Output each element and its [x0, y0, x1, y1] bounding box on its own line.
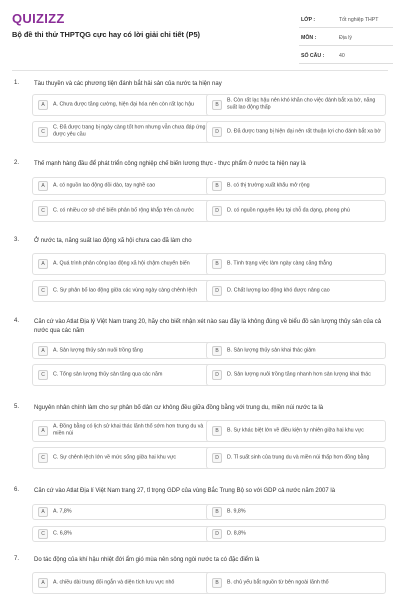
option-letter: B	[212, 578, 222, 588]
option-letter: B	[212, 100, 222, 110]
option-c[interactable]	[32, 280, 212, 302]
option-text: D. Tỉ suất sinh của trung du và miền núi thấp hơn đồng bằng	[227, 454, 370, 461]
option-text: C. Tổng sản lượng thủy sản tăng qua các năm	[53, 371, 163, 378]
option-text: B. Sự khác biệt lớn về điều kiện tự nhiên giữa hai khu vực	[227, 427, 364, 434]
option-b[interactable]	[206, 177, 386, 195]
option-text: B. chủ yếu bắt nguồn từ bên ngoài lãnh thổ	[227, 579, 329, 586]
option-text: D. có nguồn nguyên liệu tại chỗ đa dạng, phong phú	[227, 207, 350, 214]
question-number: 1.	[14, 80, 20, 86]
option-b[interactable]	[206, 572, 386, 594]
option-letter: B	[212, 181, 222, 191]
option-a[interactable]	[32, 253, 212, 275]
question-text: Tàu thuyền và các phương tiện đánh bắt hải sản của nước ta hiện nay	[34, 81, 222, 87]
option-text: C. 6,8%	[53, 530, 72, 537]
question-number: 5.	[14, 404, 20, 410]
question-text: Căn cứ vào Atlat Địa lí Việt Nam trang 27, tỉ trọng GDP của vùng Bắc Trung Bộ so với GDP cả nước năm 2007 là	[34, 488, 336, 494]
option-letter: D	[212, 127, 222, 137]
quizizz-logo: QUIZIZZ	[12, 11, 65, 26]
option-text: D. Sản lượng nuôi trồng tăng nhanh hơn sản lượng khai thác	[227, 371, 371, 378]
option-a[interactable]	[32, 177, 212, 195]
header-divider	[12, 70, 388, 71]
option-letter: B	[212, 346, 222, 356]
option-letter: A	[38, 100, 48, 110]
option-letter: D	[212, 453, 222, 463]
option-b[interactable]	[206, 420, 386, 442]
option-letter: D	[212, 286, 222, 296]
option-text: D. 8,8%	[227, 530, 246, 537]
question-text: Thế mạnh hàng đầu để phát triển công nghiệp chế biến lương thực - thực phẩm ở nước ta hiện nay là	[34, 161, 306, 167]
info-row-class	[299, 13, 393, 28]
option-letter: B	[212, 259, 222, 269]
option-d[interactable]	[206, 121, 386, 143]
option-b[interactable]	[206, 94, 386, 116]
option-d[interactable]	[206, 447, 386, 469]
option-a[interactable]	[32, 94, 212, 116]
option-text: C. có nhiều cơ sở chế biến phân bố rộng khắp trên cả nước	[53, 207, 194, 214]
option-letter: C	[38, 206, 48, 216]
option-letter: A	[38, 181, 48, 191]
option-letter: D	[212, 529, 222, 539]
option-letter: D	[212, 370, 222, 380]
info-panel	[299, 13, 393, 67]
option-text: D. Đã được trang bị hiện đại nên rất thuận lợi cho đánh bắt xa bờ	[227, 128, 381, 135]
option-c[interactable]	[32, 364, 212, 386]
option-text: B. Tình trạng việc làm ngày càng căng thẳng	[227, 260, 333, 267]
option-text: A. 7,8%	[53, 508, 72, 515]
info-label: MÔN :	[301, 35, 317, 41]
question-number: 4.	[14, 318, 20, 324]
info-value: Địa lý	[339, 35, 352, 41]
option-c[interactable]	[32, 200, 212, 222]
question-number: 7.	[14, 556, 20, 562]
option-text: A. chiều dài trung đối ngắn và diện tích lưu vực nhỏ	[53, 579, 175, 586]
option-letter: A	[38, 259, 48, 269]
option-letter: A	[38, 507, 48, 517]
option-d[interactable]	[206, 526, 386, 542]
option-a[interactable]	[32, 342, 212, 359]
info-row-count	[299, 49, 393, 64]
info-row-subject	[299, 31, 393, 46]
option-letter: D	[212, 206, 222, 216]
page-title: Bộ đề thi thử THPTQG cực hay có lời giải chi tiết (P5)	[12, 30, 201, 39]
option-text: C. Sự chênh lệch lớn về mức sống giữa hai khu vực	[53, 454, 177, 461]
info-label: LỚP :	[301, 17, 316, 23]
option-letter: B	[212, 426, 222, 436]
option-letter: B	[212, 507, 222, 517]
option-letter: C	[38, 453, 48, 463]
option-letter: C	[38, 529, 48, 539]
option-a[interactable]	[32, 504, 212, 520]
option-c[interactable]	[32, 526, 212, 542]
info-value: Tốt nghiệp THPT	[339, 17, 379, 23]
question-number: 3.	[14, 237, 20, 243]
option-a[interactable]	[32, 420, 212, 442]
option-text: B. có thị trường xuất khẩu mở rộng	[227, 182, 310, 189]
option-text: A. Sản lượng thủy sản nuôi trồng tăng	[53, 346, 143, 353]
option-text: A. Quá trình phân công lao động xã hội chậm chuyển biến	[53, 260, 190, 267]
option-b[interactable]	[206, 253, 386, 275]
info-value: 40	[339, 53, 345, 59]
option-text: C. Đã được trang bị ngày càng tốt hơn nhưng vẫn chưa đáp ứng được yêu cầu	[53, 124, 206, 138]
option-d[interactable]	[206, 280, 386, 302]
option-c[interactable]	[32, 121, 212, 143]
option-a[interactable]	[32, 572, 212, 594]
question-text: Ở nước ta, năng suất lao động xã hội chưa cao đã làm cho	[34, 238, 192, 244]
option-b[interactable]	[206, 342, 386, 359]
option-d[interactable]	[206, 364, 386, 386]
option-d[interactable]	[206, 200, 386, 222]
question-text: Do tác động của khí hậu nhiệt đới ẩm gió mùa nên sông ngòi nước ta có đặc điểm là	[34, 557, 260, 563]
option-letter: A	[38, 578, 48, 588]
question-text: Căn cứ vào Atlat Địa lý Việt Nam trang 20, hãy cho biết nhận xét nào sau đây là không đúng về biểu đồ sản lượng thủy sản của cả nước qua các năm	[34, 319, 382, 334]
option-text: C. Sự phân bố lao động giữa các vùng ngày càng chênh lệch	[53, 287, 198, 294]
info-label: SỐ CÂU :	[301, 53, 325, 59]
option-letter: C	[38, 370, 48, 380]
option-letter: A	[38, 346, 48, 356]
option-c[interactable]	[32, 447, 212, 469]
question-text: Nguyên nhân chính làm cho sự phân bố dân cư không đều giữa đồng bằng với trung du, miền núi nước ta là	[34, 405, 324, 411]
option-letter: C	[38, 286, 48, 296]
option-text: A. có nguồn lao động dồi dào, tay nghề cao	[53, 182, 156, 189]
page-header	[0, 0, 400, 66]
question-number: 2.	[14, 160, 20, 166]
option-text: B. 9,8%	[227, 508, 246, 515]
option-text: A. Đồng bằng có lịch sử khai thác lãnh thổ sớm hơn trung du và miền núi	[53, 423, 204, 437]
option-text: B. Còn rất lạc hậu nên khó khăn cho việc đánh bắt xa bờ, năng suất lao động thấp	[227, 97, 376, 111]
question-number: 6.	[14, 487, 20, 493]
option-text: D. Chất lượng lao động khó được nâng cao	[227, 287, 330, 294]
option-text: B. Sản lượng thủy sản khai thác giảm	[227, 346, 316, 353]
option-b[interactable]	[206, 504, 386, 520]
option-letter: C	[38, 127, 48, 137]
option-text: A. Chưa được tăng cường, hiện đại hóa nên còn rất lạc hậu	[53, 101, 194, 108]
option-letter: A	[38, 426, 48, 436]
